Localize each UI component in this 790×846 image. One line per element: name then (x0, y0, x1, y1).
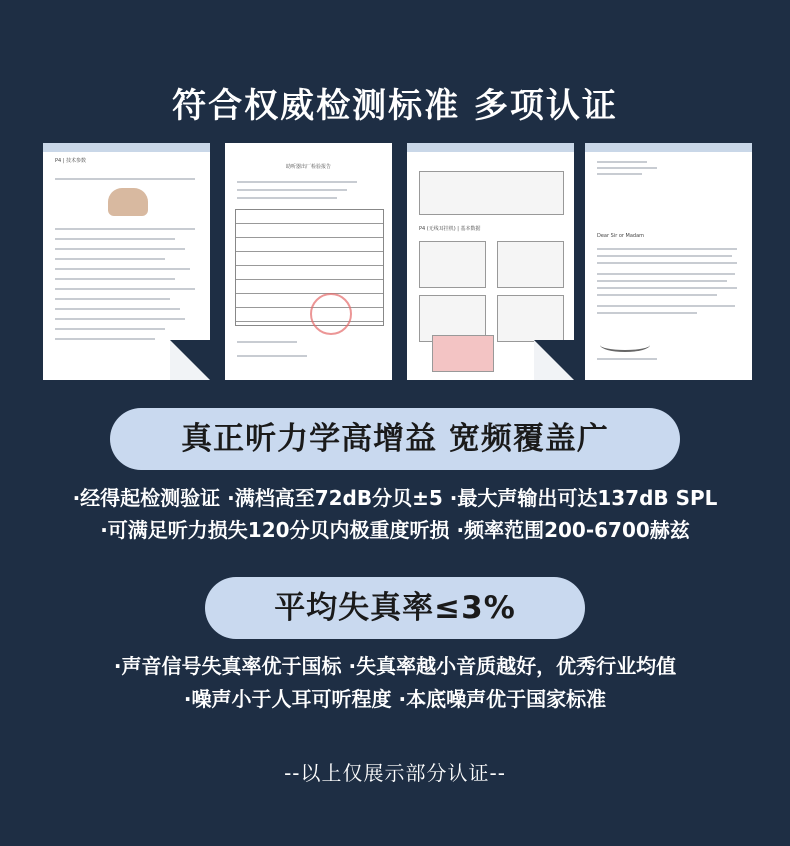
section2-line1: ·声音信号失真率优于国标 ·失真率越小音质越好，优秀行业均值 (113, 654, 677, 678)
doc-tech-spec (43, 143, 210, 380)
hearing-aid-image (108, 188, 148, 216)
section1-line2: ·可满足听力损失120分贝内极重度听损 ·频率范围200-6700赫兹 (100, 518, 690, 542)
doc-header: Dear Sir or Madam (597, 233, 645, 239)
doc-award-letter (585, 143, 752, 380)
doc-header: 助听器出厂检验报告 (285, 164, 331, 170)
footer-note: --以上仅展示部分认证-- (284, 761, 506, 785)
doc-header: P4 (无线耳挂机) | 基本数据 (419, 226, 481, 232)
page-title: 符合权威检测标准 多项认证 (172, 86, 618, 126)
section2-heading: 平均失真率≤3% (205, 577, 585, 639)
section2-line2: ·噪声小于人耳可听程度 ·本底噪声优于国家标准 (183, 687, 607, 711)
section1-heading: 真正听力学高增益 宽频覆盖广 (110, 408, 680, 470)
red-seal (310, 293, 352, 335)
doc-test-report (225, 143, 392, 380)
doc-frequency-curves (407, 143, 574, 380)
certificate-gallery (40, 143, 752, 383)
signature (600, 338, 650, 352)
section1-line1: ·经得起检测验证 ·满档高至72dB分贝±5 ·最大声输出可达137dB SPL (72, 486, 718, 510)
report-table (235, 209, 384, 326)
doc-header: P4 | 技术参数 (55, 158, 87, 164)
